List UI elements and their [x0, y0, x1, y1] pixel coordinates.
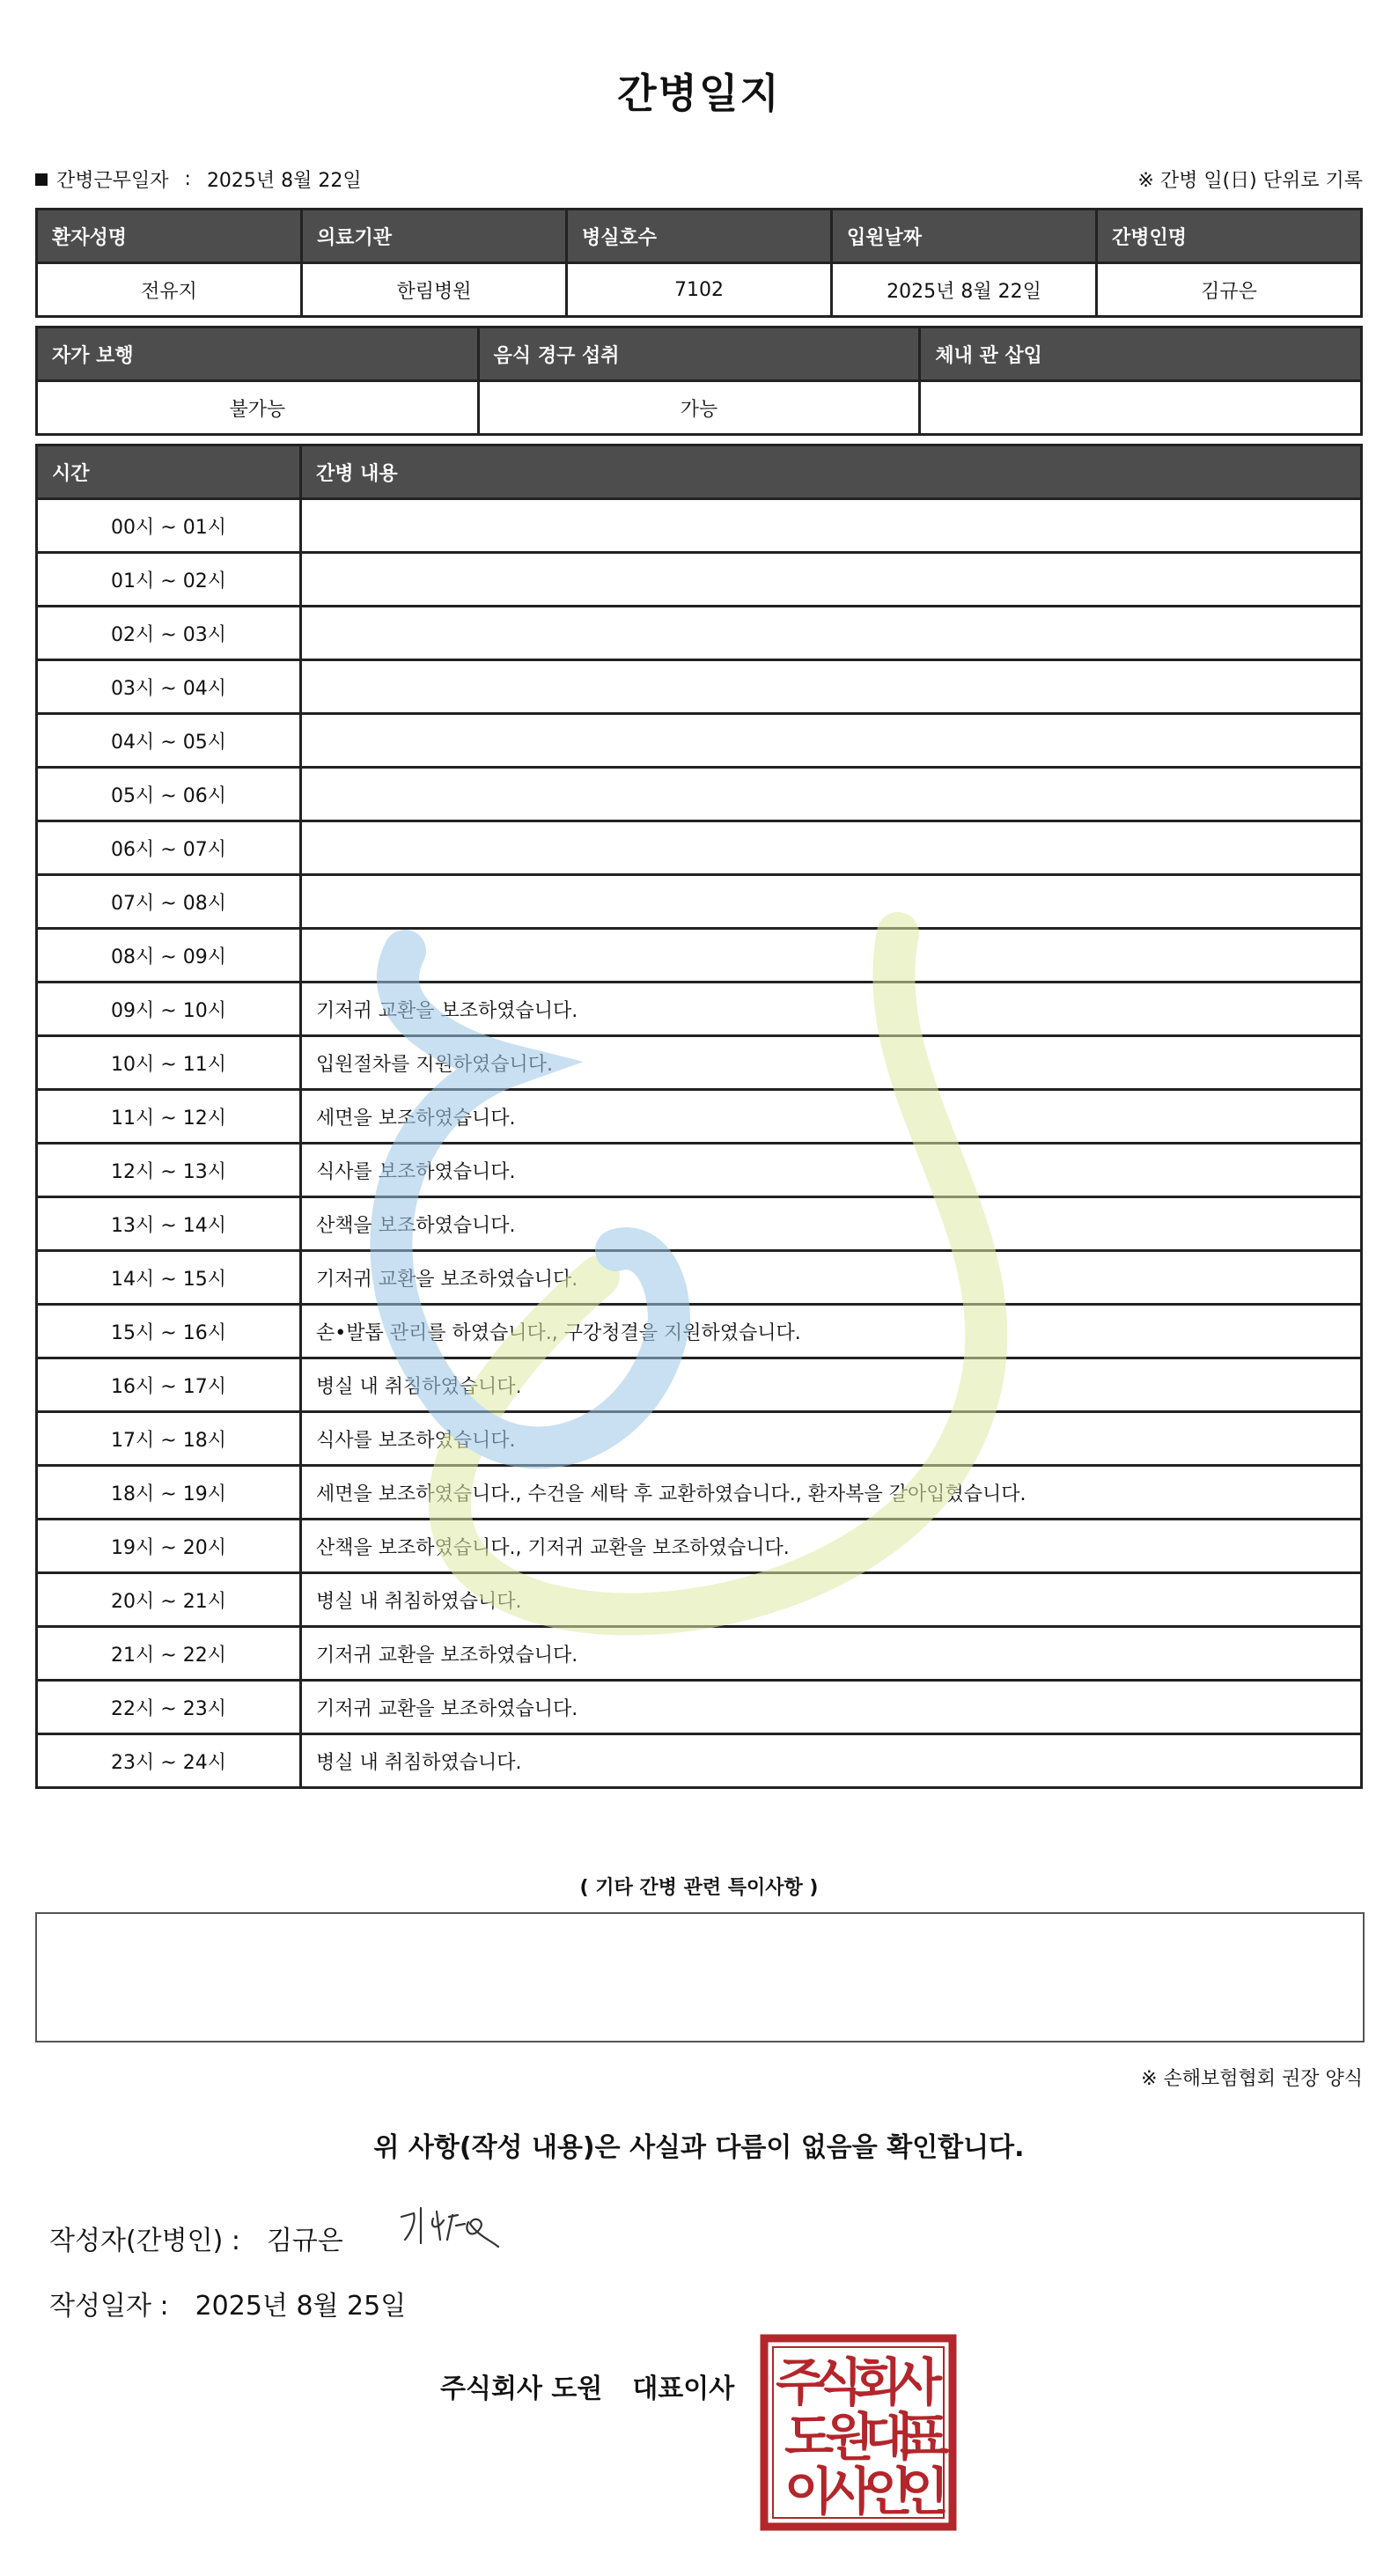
table-row	[37, 381, 1362, 435]
log-content-cell	[301, 875, 1362, 929]
log-time-cell: 06시 ~ 07시	[37, 821, 301, 875]
log-time-cell: 12시 ~ 13시	[37, 1144, 301, 1197]
hospital: 한림병원	[302, 263, 567, 317]
log-time-cell: 16시 ~ 17시	[37, 1358, 301, 1412]
log-content-cell: 세면을 보조하였습니다., 수건을 세탁 후 교환하였습니다., 환자복을 갈아입혔습니다.	[301, 1466, 1362, 1520]
table-row	[37, 768, 1362, 821]
header-caregiver-name: 간병인명	[1097, 210, 1362, 263]
log-content-cell: 입원절차를 지원하였습니다.	[301, 1036, 1362, 1090]
log-time-cell: 00시 ~ 01시	[37, 499, 301, 553]
header-room-number: 병실호수	[567, 210, 832, 263]
record-note: ※ 간병 일(日) 단위로 기록	[1137, 170, 1363, 192]
svg-text:식: 식	[813, 2352, 864, 2412]
header-tube-insertion: 체내 관 삽입	[920, 328, 1362, 381]
log-time-cell: 14시 ~ 15시	[37, 1251, 301, 1305]
svg-text:인: 인	[863, 2462, 914, 2521]
table-row	[37, 1573, 1362, 1627]
table-row	[37, 875, 1362, 929]
log-time-cell: 20시 ~ 21시	[37, 1573, 301, 1627]
log-content-cell	[301, 553, 1362, 607]
log-content-cell: 기저귀 교환을 보조하였습니다.	[301, 983, 1362, 1036]
document-title: 간병일지	[617, 70, 781, 117]
table-row	[37, 553, 1362, 607]
company-seal-stamp	[759, 2333, 958, 2532]
table-row	[37, 1466, 1362, 1520]
self-walking: 불가능	[37, 381, 479, 435]
table-row	[37, 499, 1362, 553]
log-content-cell: 세면을 보조하였습니다.	[301, 1090, 1362, 1144]
header-admission-date: 입원날짜	[832, 210, 1097, 263]
work-date-value: 2025년 8월 22일	[206, 170, 362, 192]
header-hospital: 의료기관	[302, 210, 567, 263]
write-date-value: 2025년 8월 25일	[195, 2291, 407, 2322]
tube-insertion	[920, 381, 1362, 435]
header-patient-name: 환자성명	[37, 210, 302, 263]
log-content-cell: 병실 내 취침하였습니다.	[301, 1734, 1362, 1788]
hourly-care-log-table	[35, 444, 1363, 1789]
log-time-cell: 13시 ~ 14시	[37, 1197, 301, 1251]
header-self-walking: 자가 보행	[37, 328, 479, 381]
table-row	[37, 1197, 1362, 1251]
table-row	[37, 1144, 1362, 1197]
company-name: 주식회사 도원	[440, 2374, 603, 2404]
patient-status-table	[35, 326, 1363, 436]
write-date-label: 작성일자 :	[49, 2291, 169, 2322]
log-time-cell: 18시 ~ 19시	[37, 1466, 301, 1520]
writer-name: 김규은	[266, 2226, 343, 2256]
confirmation-statement: 위 사항(작성 내용)은 사실과 다름이 없음을 확인합니다.	[373, 2132, 1025, 2163]
log-content-cell: 기저귀 교환을 보조하였습니다.	[301, 1681, 1362, 1734]
log-content-cell	[301, 660, 1362, 714]
company-signature-line	[440, 2366, 734, 2405]
header-oral-intake: 음식 경구 섭취	[478, 328, 920, 381]
svg-text:주: 주	[775, 2352, 826, 2412]
log-content-cell	[301, 714, 1362, 768]
log-content-cell: 병실 내 취침하였습니다.	[301, 1573, 1362, 1627]
table-row	[37, 1090, 1362, 1144]
log-time-cell: 19시 ~ 20시	[37, 1520, 301, 1573]
log-content-cell	[301, 768, 1362, 821]
log-content-cell	[301, 821, 1362, 875]
admission-date: 2025년 8월 22일	[832, 263, 1097, 317]
log-content-cell: 손•발톱 관리를 하였습니다., 구강청결을 지원하였습니다.	[301, 1305, 1362, 1358]
table-row	[37, 1734, 1362, 1788]
table-row	[37, 1358, 1362, 1412]
header-care-content: 간병 내용	[301, 445, 1362, 499]
log-time-cell: 01시 ~ 02시	[37, 553, 301, 607]
table-header-row	[37, 445, 1362, 499]
table-row	[37, 263, 1362, 317]
table-row	[37, 929, 1362, 983]
special-notes-box	[35, 1912, 1365, 2042]
log-time-cell: 23시 ~ 24시	[37, 1734, 301, 1788]
write-date-row	[49, 2284, 406, 2322]
company-role: 대표이사	[632, 2374, 735, 2404]
log-time-cell: 15시 ~ 16시	[37, 1305, 301, 1358]
log-time-cell: 21시 ~ 22시	[37, 1627, 301, 1681]
work-date-separator: :	[184, 168, 191, 190]
log-time-cell: 04시 ~ 05시	[37, 714, 301, 768]
log-content-cell: 식사를 보조하였습니다.	[301, 1412, 1362, 1466]
work-date-label: 간병근무일자	[56, 170, 169, 192]
log-time-cell: 08시 ~ 09시	[37, 929, 301, 983]
log-time-cell: 05시 ~ 06시	[37, 768, 301, 821]
log-time-cell: 02시 ~ 03시	[37, 607, 301, 660]
patient-name: 전유지	[37, 263, 302, 317]
table-row	[37, 1305, 1362, 1358]
special-notes-title: ( 기타 간병 관련 특이사항 )	[579, 1877, 819, 1899]
caregiver-name: 김규은	[1097, 263, 1362, 317]
writer-row	[49, 2219, 343, 2257]
log-time-cell: 09시 ~ 10시	[37, 983, 301, 1036]
log-time-cell: 11시 ~ 12시	[37, 1090, 301, 1144]
svg-text:표: 표	[899, 2407, 950, 2467]
patient-info-table	[35, 208, 1363, 318]
table-row	[37, 821, 1362, 875]
table-row	[37, 1627, 1362, 1681]
table-row	[37, 1036, 1362, 1090]
table-row	[37, 1412, 1362, 1466]
table-row	[37, 1251, 1362, 1305]
table-header-row	[37, 328, 1362, 381]
log-content-cell	[301, 499, 1362, 553]
svg-text:인: 인	[899, 2462, 950, 2521]
svg-text:원: 원	[824, 2407, 875, 2467]
log-content-cell	[301, 607, 1362, 660]
log-content-cell	[301, 929, 1362, 983]
table-row	[37, 1520, 1362, 1573]
log-content-cell: 기저귀 교환을 보조하였습니다.	[301, 1251, 1362, 1305]
room-number: 7102	[567, 263, 832, 317]
recommended-form-note: ※ 손해보험협회 권장 양식	[1141, 2068, 1363, 2090]
log-time-cell: 03시 ~ 04시	[37, 660, 301, 714]
log-time-cell: 17시 ~ 18시	[37, 1412, 301, 1466]
table-row	[37, 1681, 1362, 1734]
writer-label: 작성자(간병인) :	[49, 2226, 240, 2256]
log-content-cell: 식사를 보조하였습니다.	[301, 1144, 1362, 1197]
log-time-cell: 07시 ~ 08시	[37, 875, 301, 929]
svg-text:회: 회	[852, 2352, 903, 2412]
log-time-cell: 10시 ~ 11시	[37, 1036, 301, 1090]
log-time-cell: 22시 ~ 23시	[37, 1681, 301, 1734]
log-content-cell: 산책을 보조하였습니다., 기저귀 교환을 보조하였습니다.	[301, 1520, 1362, 1573]
square-bullet-icon	[35, 173, 48, 186]
oral-intake: 가능	[478, 381, 920, 435]
log-content-cell: 병실 내 취침하였습니다.	[301, 1358, 1362, 1412]
work-date	[35, 166, 362, 193]
table-row	[37, 607, 1362, 660]
table-header-row	[37, 210, 1362, 263]
table-row	[37, 660, 1362, 714]
log-content-cell: 산책을 보조하였습니다.	[301, 1197, 1362, 1251]
handwritten-signature	[394, 2201, 509, 2263]
svg-text:대: 대	[863, 2407, 914, 2467]
svg-text:사: 사	[824, 2462, 875, 2521]
header-time: 시간	[37, 445, 301, 499]
log-content-cell: 기저귀 교환을 보조하였습니다.	[301, 1627, 1362, 1681]
table-row	[37, 714, 1362, 768]
svg-text:사: 사	[892, 2352, 943, 2412]
svg-text:이: 이	[784, 2462, 835, 2521]
table-row	[37, 983, 1362, 1036]
svg-text:도: 도	[784, 2407, 835, 2467]
